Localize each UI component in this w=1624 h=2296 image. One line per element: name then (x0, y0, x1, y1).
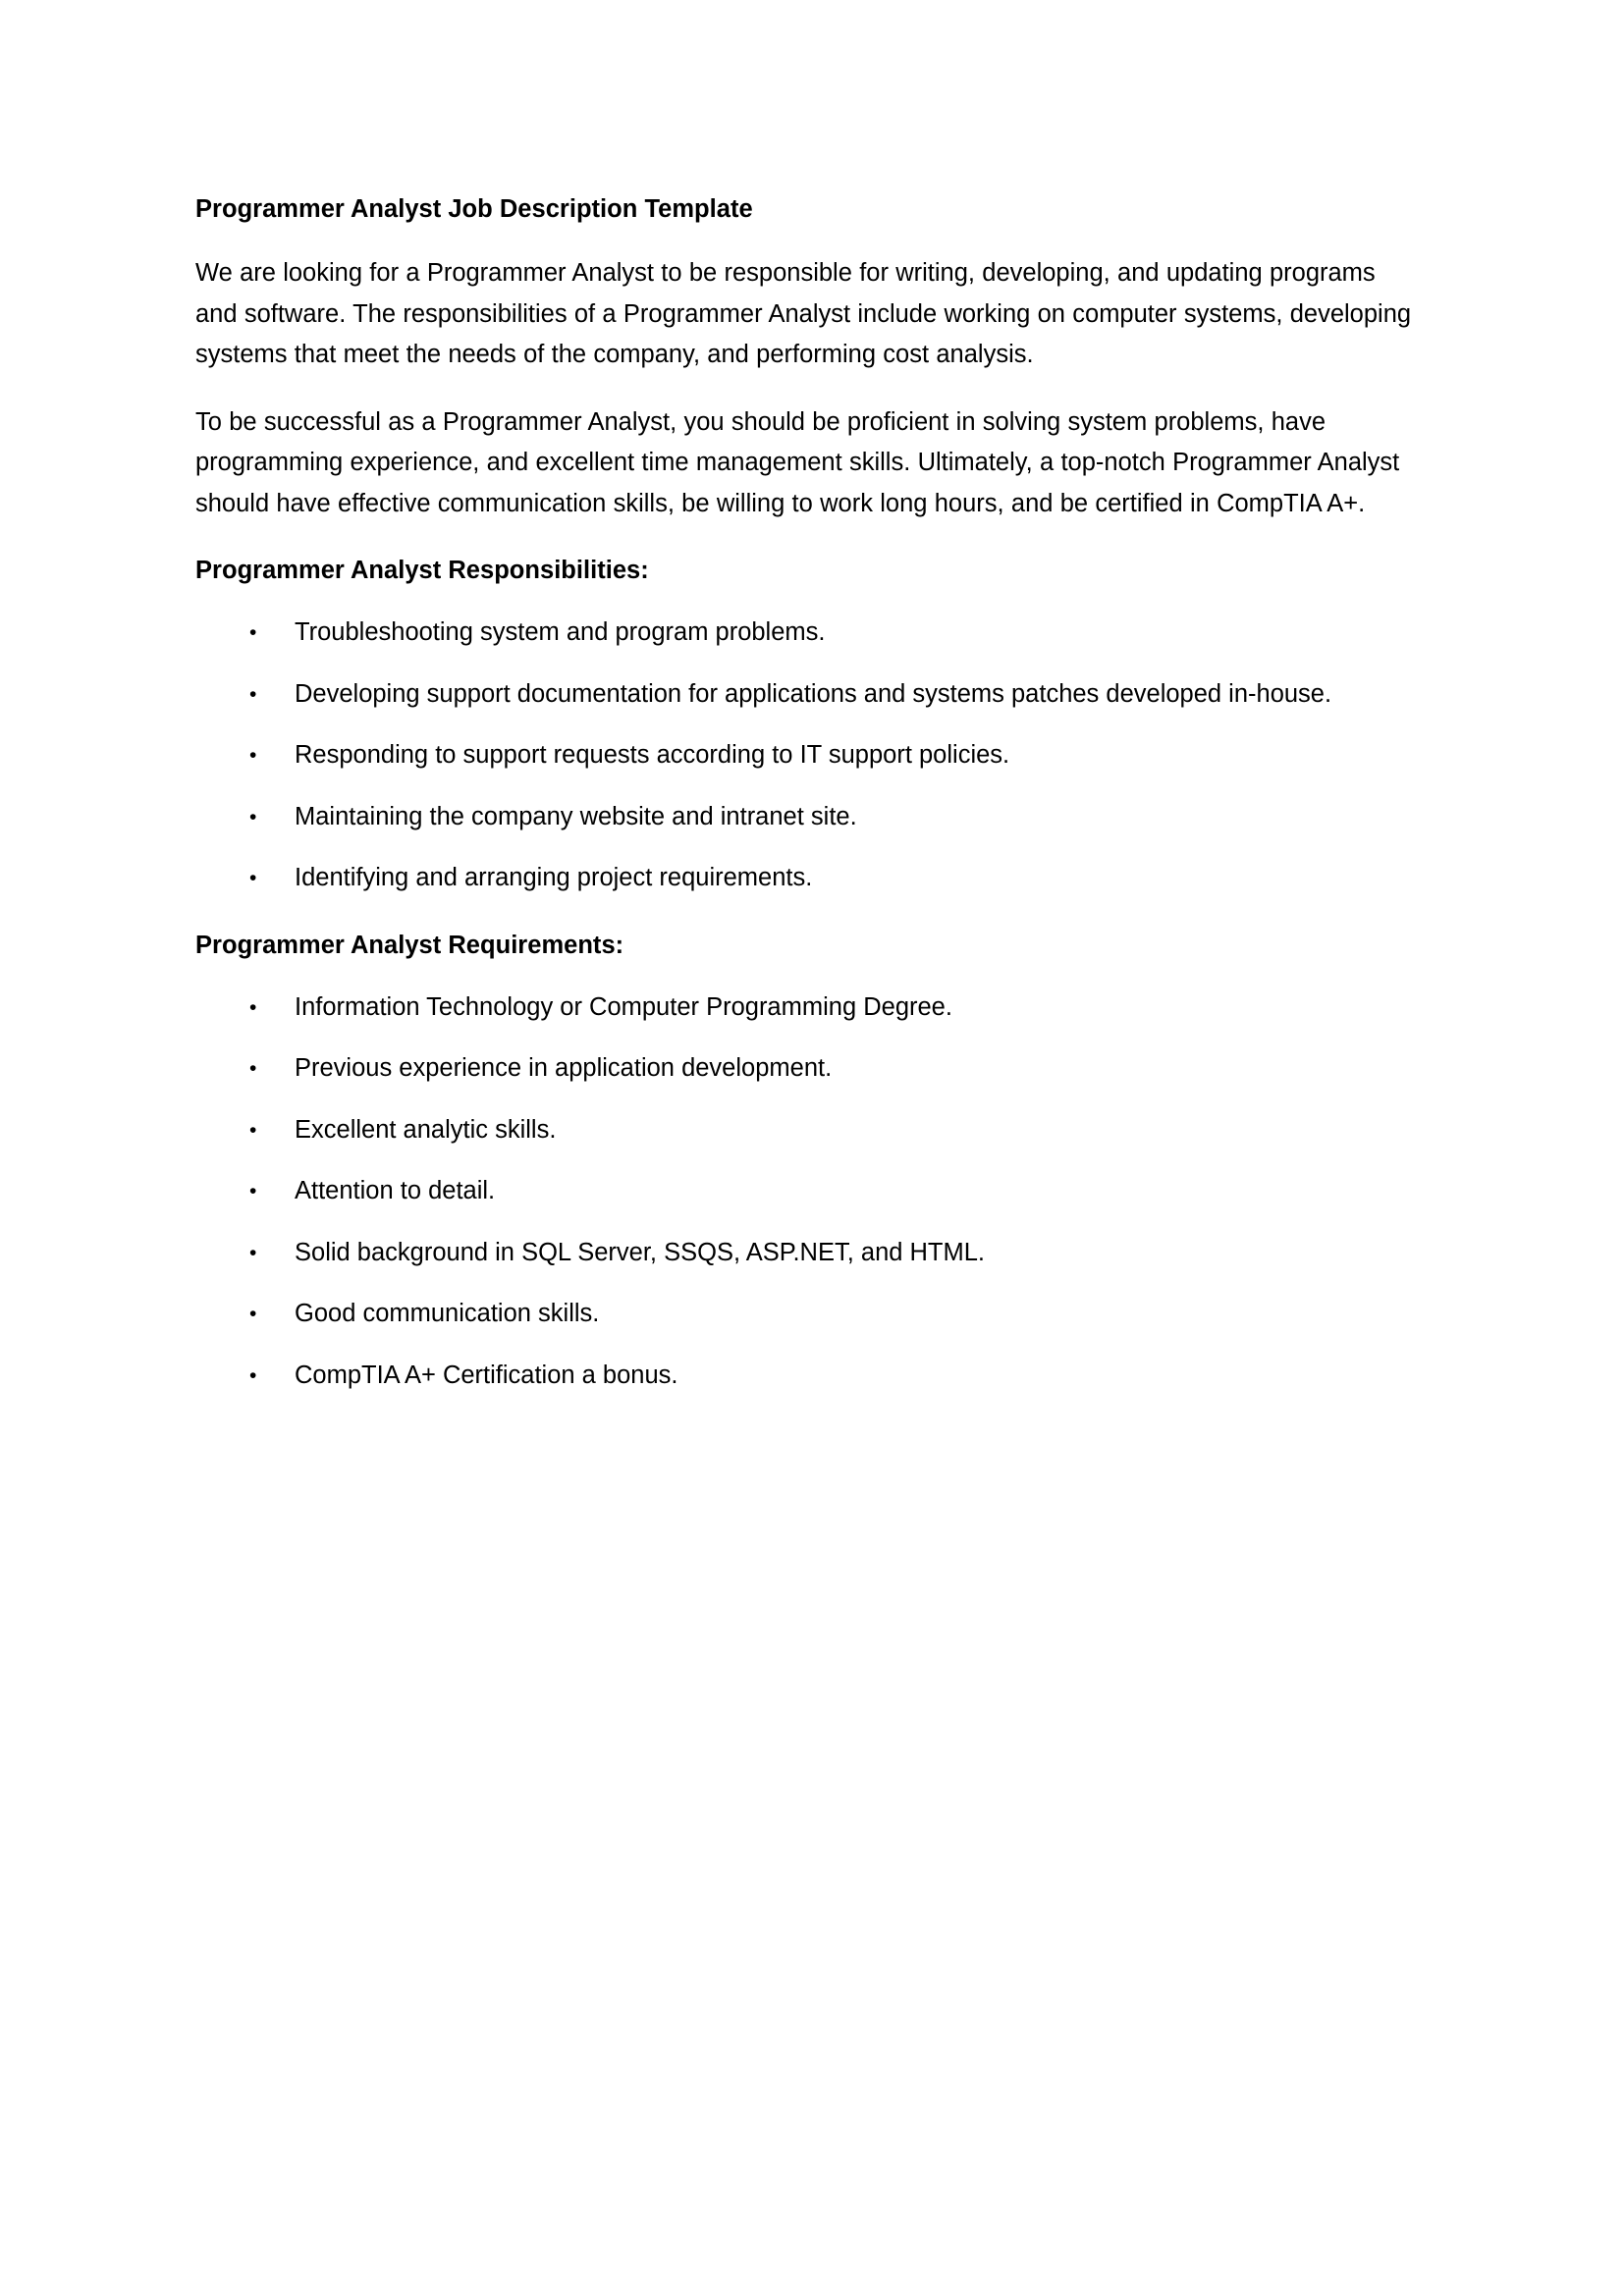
list-item (195, 797, 1413, 838)
list-item (195, 1110, 1413, 1151)
list-item (195, 1294, 1413, 1335)
responsibilities-heading: Programmer Analyst Responsibilities: (195, 557, 649, 584)
list-item-label: Solid background in SQL Server, SSQS, ASP.NET, and HTML. (295, 1238, 986, 1266)
page-title: Programmer Analyst Job Description Template (195, 195, 753, 223)
bullet-icon: • (249, 805, 257, 828)
requirements-list (195, 988, 1413, 1397)
bullet-icon: • (249, 1363, 257, 1387)
list-item-label: Identifying and arranging project requirements. (295, 864, 813, 891)
bullet-icon: • (249, 1303, 257, 1325)
bullet-icon: • (249, 1180, 257, 1202)
list-item-label: Troubleshooting system and program problems. (295, 618, 826, 646)
requirements-heading: Programmer Analyst Requirements: (195, 931, 624, 959)
intro-paragraph-2: To be successful as a Programmer Analyst, you should be proficient in solving system problems, have programming experience, and excellent time management skills. Ultimately, a top-notch Programmer Analyst should have effective communication skills, be willing to work long hours, and be certified in CompTIA A+. (195, 407, 1400, 517)
list-item (195, 735, 1413, 776)
bullet-icon: • (249, 744, 257, 767)
list-item-label: Attention to detail. (295, 1177, 496, 1204)
list-item-label: Good communication skills. (295, 1300, 600, 1327)
list-item-label: Excellent analytic skills. (295, 1115, 557, 1144)
list-item (195, 988, 1413, 1029)
list-item-label: CompTIA A+ Certification a bonus. (295, 1361, 678, 1389)
bullet-icon: • (249, 867, 257, 889)
bullet-icon: • (249, 1241, 257, 1264)
list-item (195, 1171, 1413, 1212)
bullet-icon: • (249, 621, 257, 644)
bullet-icon: • (249, 1118, 257, 1142)
responsibilities-list (195, 613, 1413, 899)
list-item (195, 1233, 1413, 1274)
list-item-label: Responding to support requests according to IT support policies. (295, 741, 1010, 769)
list-item-label: Information Technology or Computer Programming Degree. (295, 992, 952, 1021)
list-item-label: Maintaining the company website and intranet site. (295, 802, 857, 830)
bullet-icon: • (249, 682, 257, 706)
list-item (195, 1048, 1413, 1090)
bullet-icon: • (249, 995, 257, 1019)
list-item (195, 858, 1413, 899)
list-item-label: Previous experience in application development. (295, 1054, 833, 1082)
intro-paragraph-1: We are looking for a Programmer Analyst to be responsible for writing, developing, and updating programs and software. The responsibilities of a Programmer Analyst include working on computer systems, developing systems that meet the needs of the company, and performing cost analysis. (195, 259, 1412, 368)
list-item (195, 613, 1413, 654)
list-item (195, 674, 1413, 716)
list-item-label: Developing support documentation for applications and systems patches developed in-house. (295, 679, 1332, 708)
list-item (195, 1356, 1413, 1397)
bullet-icon: • (249, 1057, 257, 1080)
document-body (195, 192, 1413, 1400)
